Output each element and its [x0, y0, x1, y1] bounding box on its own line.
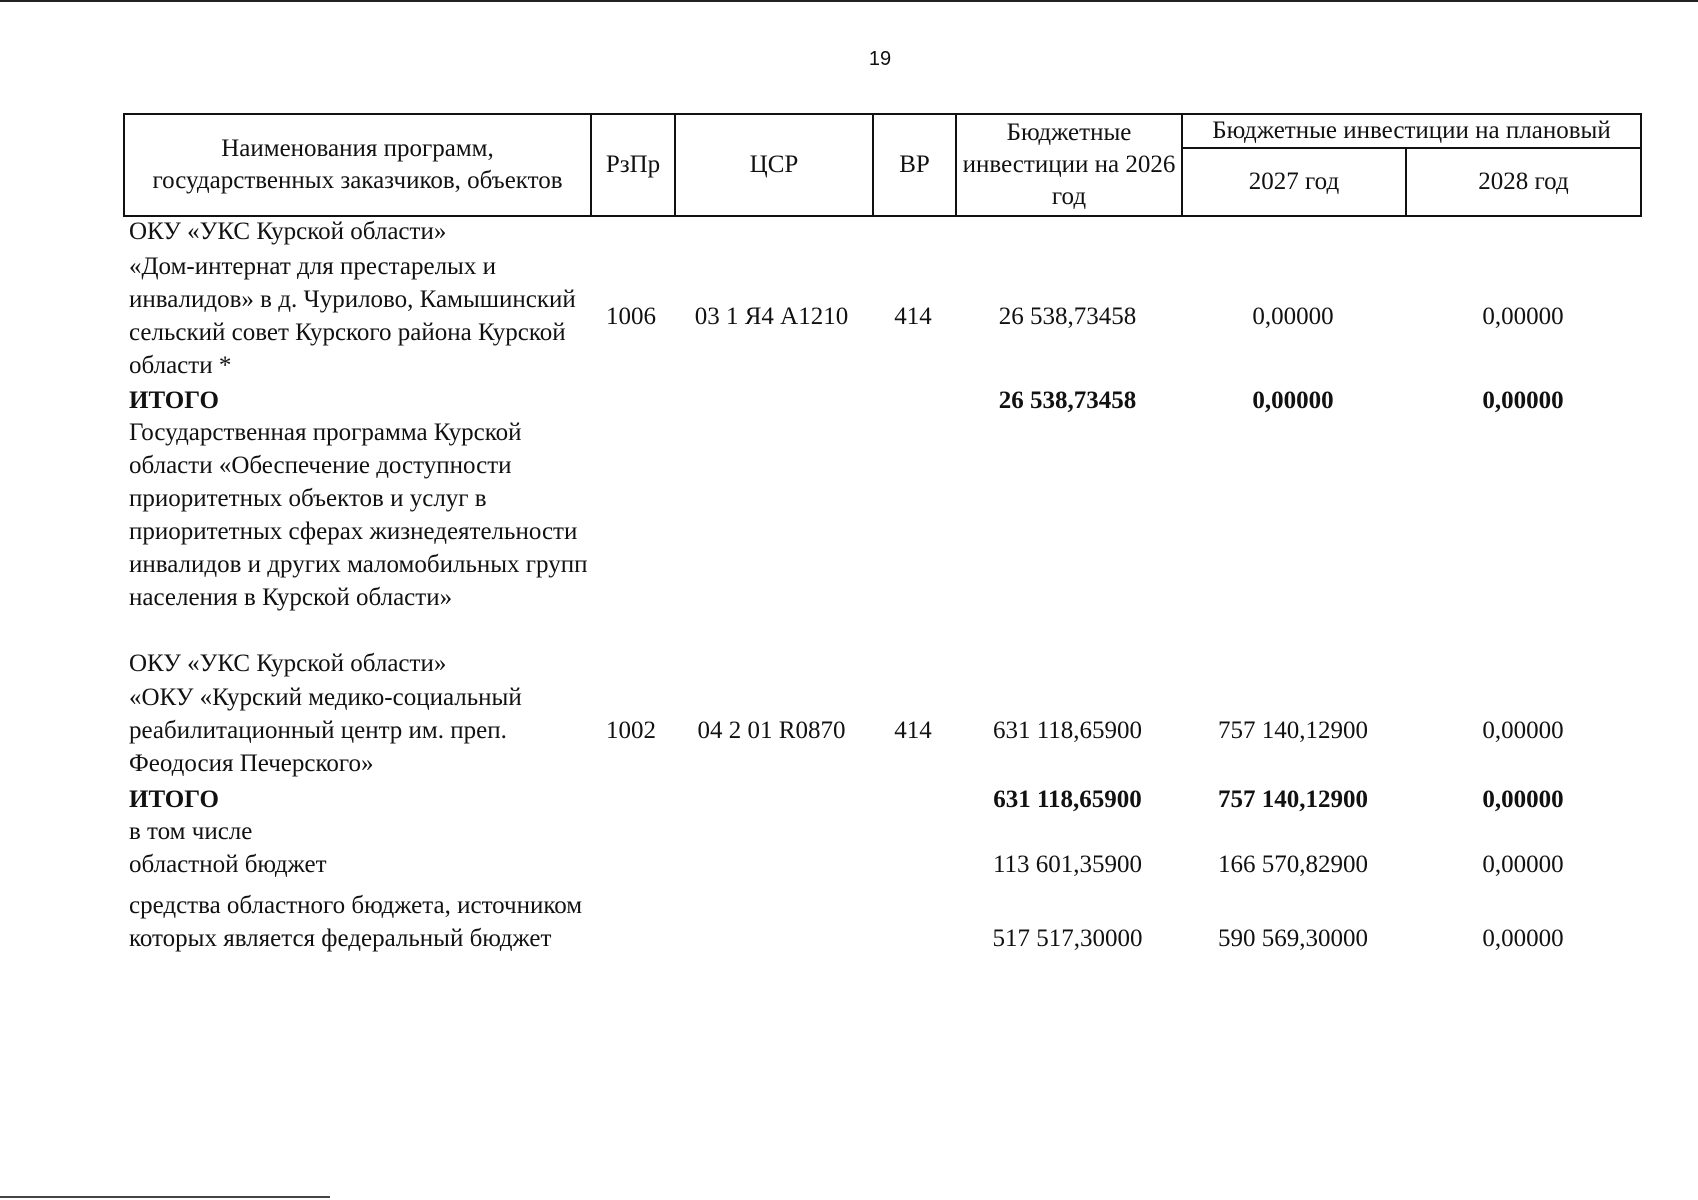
- header-vr: ВР: [873, 114, 956, 216]
- row-vr: 414: [894, 717, 932, 744]
- row-value-2026: 26 538,73458: [998, 387, 1137, 414]
- row-value-2028: 0,00000: [1482, 925, 1564, 952]
- row-value-2027: 0,00000: [1252, 387, 1334, 414]
- row-rzpr: 1002: [606, 717, 656, 744]
- row-vr: 414: [894, 303, 932, 330]
- row-value-2026: 631 118,65900: [992, 717, 1143, 744]
- row-name: средства областного бюджета, источником которых является федеральный бюджет: [129, 892, 583, 952]
- row-name: областной бюджет: [129, 851, 327, 878]
- row-value-2028: 0,00000: [1482, 786, 1564, 813]
- row-value-2028: 0,00000: [1482, 717, 1564, 744]
- row-name: в том числе: [129, 818, 253, 845]
- scan-edge-top: [0, 0, 1698, 2]
- row-value-2028: 0,00000: [1482, 303, 1564, 330]
- row-name: ОКУ «УКС Курской области»: [129, 218, 447, 245]
- row-value-2027: 757 140,12900: [1218, 786, 1368, 813]
- row-value-2028: 0,00000: [1482, 387, 1564, 414]
- row-value-2026: 113 601,35900: [992, 851, 1143, 878]
- row-value-2027: 166 570,82900: [1218, 851, 1368, 878]
- header-year-2028: 2028 год: [1406, 148, 1641, 216]
- row-value-2027: 590 569,30000: [1218, 925, 1368, 952]
- row-value-2026: 26 538,73458: [998, 303, 1137, 330]
- header-name: Наименования программ, государственных заказчиков, объектов: [124, 114, 591, 216]
- row-name: ИТОГО: [129, 387, 219, 414]
- row-value-2027: 757 140,12900: [1218, 717, 1368, 744]
- row-value-2027: 0,00000: [1252, 303, 1334, 330]
- row-rzpr: 1006: [606, 303, 656, 330]
- header-rzpr: РзПр: [591, 114, 675, 216]
- row-csr: 03 1 Я4 А1210: [694, 303, 849, 330]
- row-name: ИТОГО: [129, 786, 219, 813]
- header-csr: ЦСР: [675, 114, 873, 216]
- row-name: Государственная программа Курской области «Обеспечение доступности приоритетных объектов и услуг в приоритетных сферах жизнедеятельности инвалидов и других маломобильных групп населения в Курской области»: [129, 419, 588, 611]
- row-name: «ОКУ «Курский медико-социальный реабилитационный центр им. преп. Феодосия Печерского»: [129, 684, 522, 777]
- row-csr: 04 2 01 R0870: [697, 717, 846, 744]
- table-header: [123, 113, 1642, 217]
- row-name: ОКУ «УКС Курской области»: [129, 650, 447, 677]
- row-value-2028: 0,00000: [1482, 851, 1564, 878]
- row-value-2026: 517 517,30000: [992, 925, 1143, 952]
- row-value-2026: 631 118,65900: [993, 786, 1142, 813]
- page-number: 19: [868, 48, 892, 70]
- scan-edge-bottom: [0, 1196, 330, 1198]
- header-year-2027: 2027 год: [1182, 148, 1406, 216]
- header-planned: Бюджетные инвестиции на плановый: [1182, 114, 1641, 148]
- row-name: «Дом-интернат для престарелых и инвалидов» в д. Чурилово, Камышинский сельский совет Курского района Курской области *: [129, 253, 576, 379]
- header-inv-2026: Бюджетные инвестиции на 2026 год: [956, 114, 1182, 216]
